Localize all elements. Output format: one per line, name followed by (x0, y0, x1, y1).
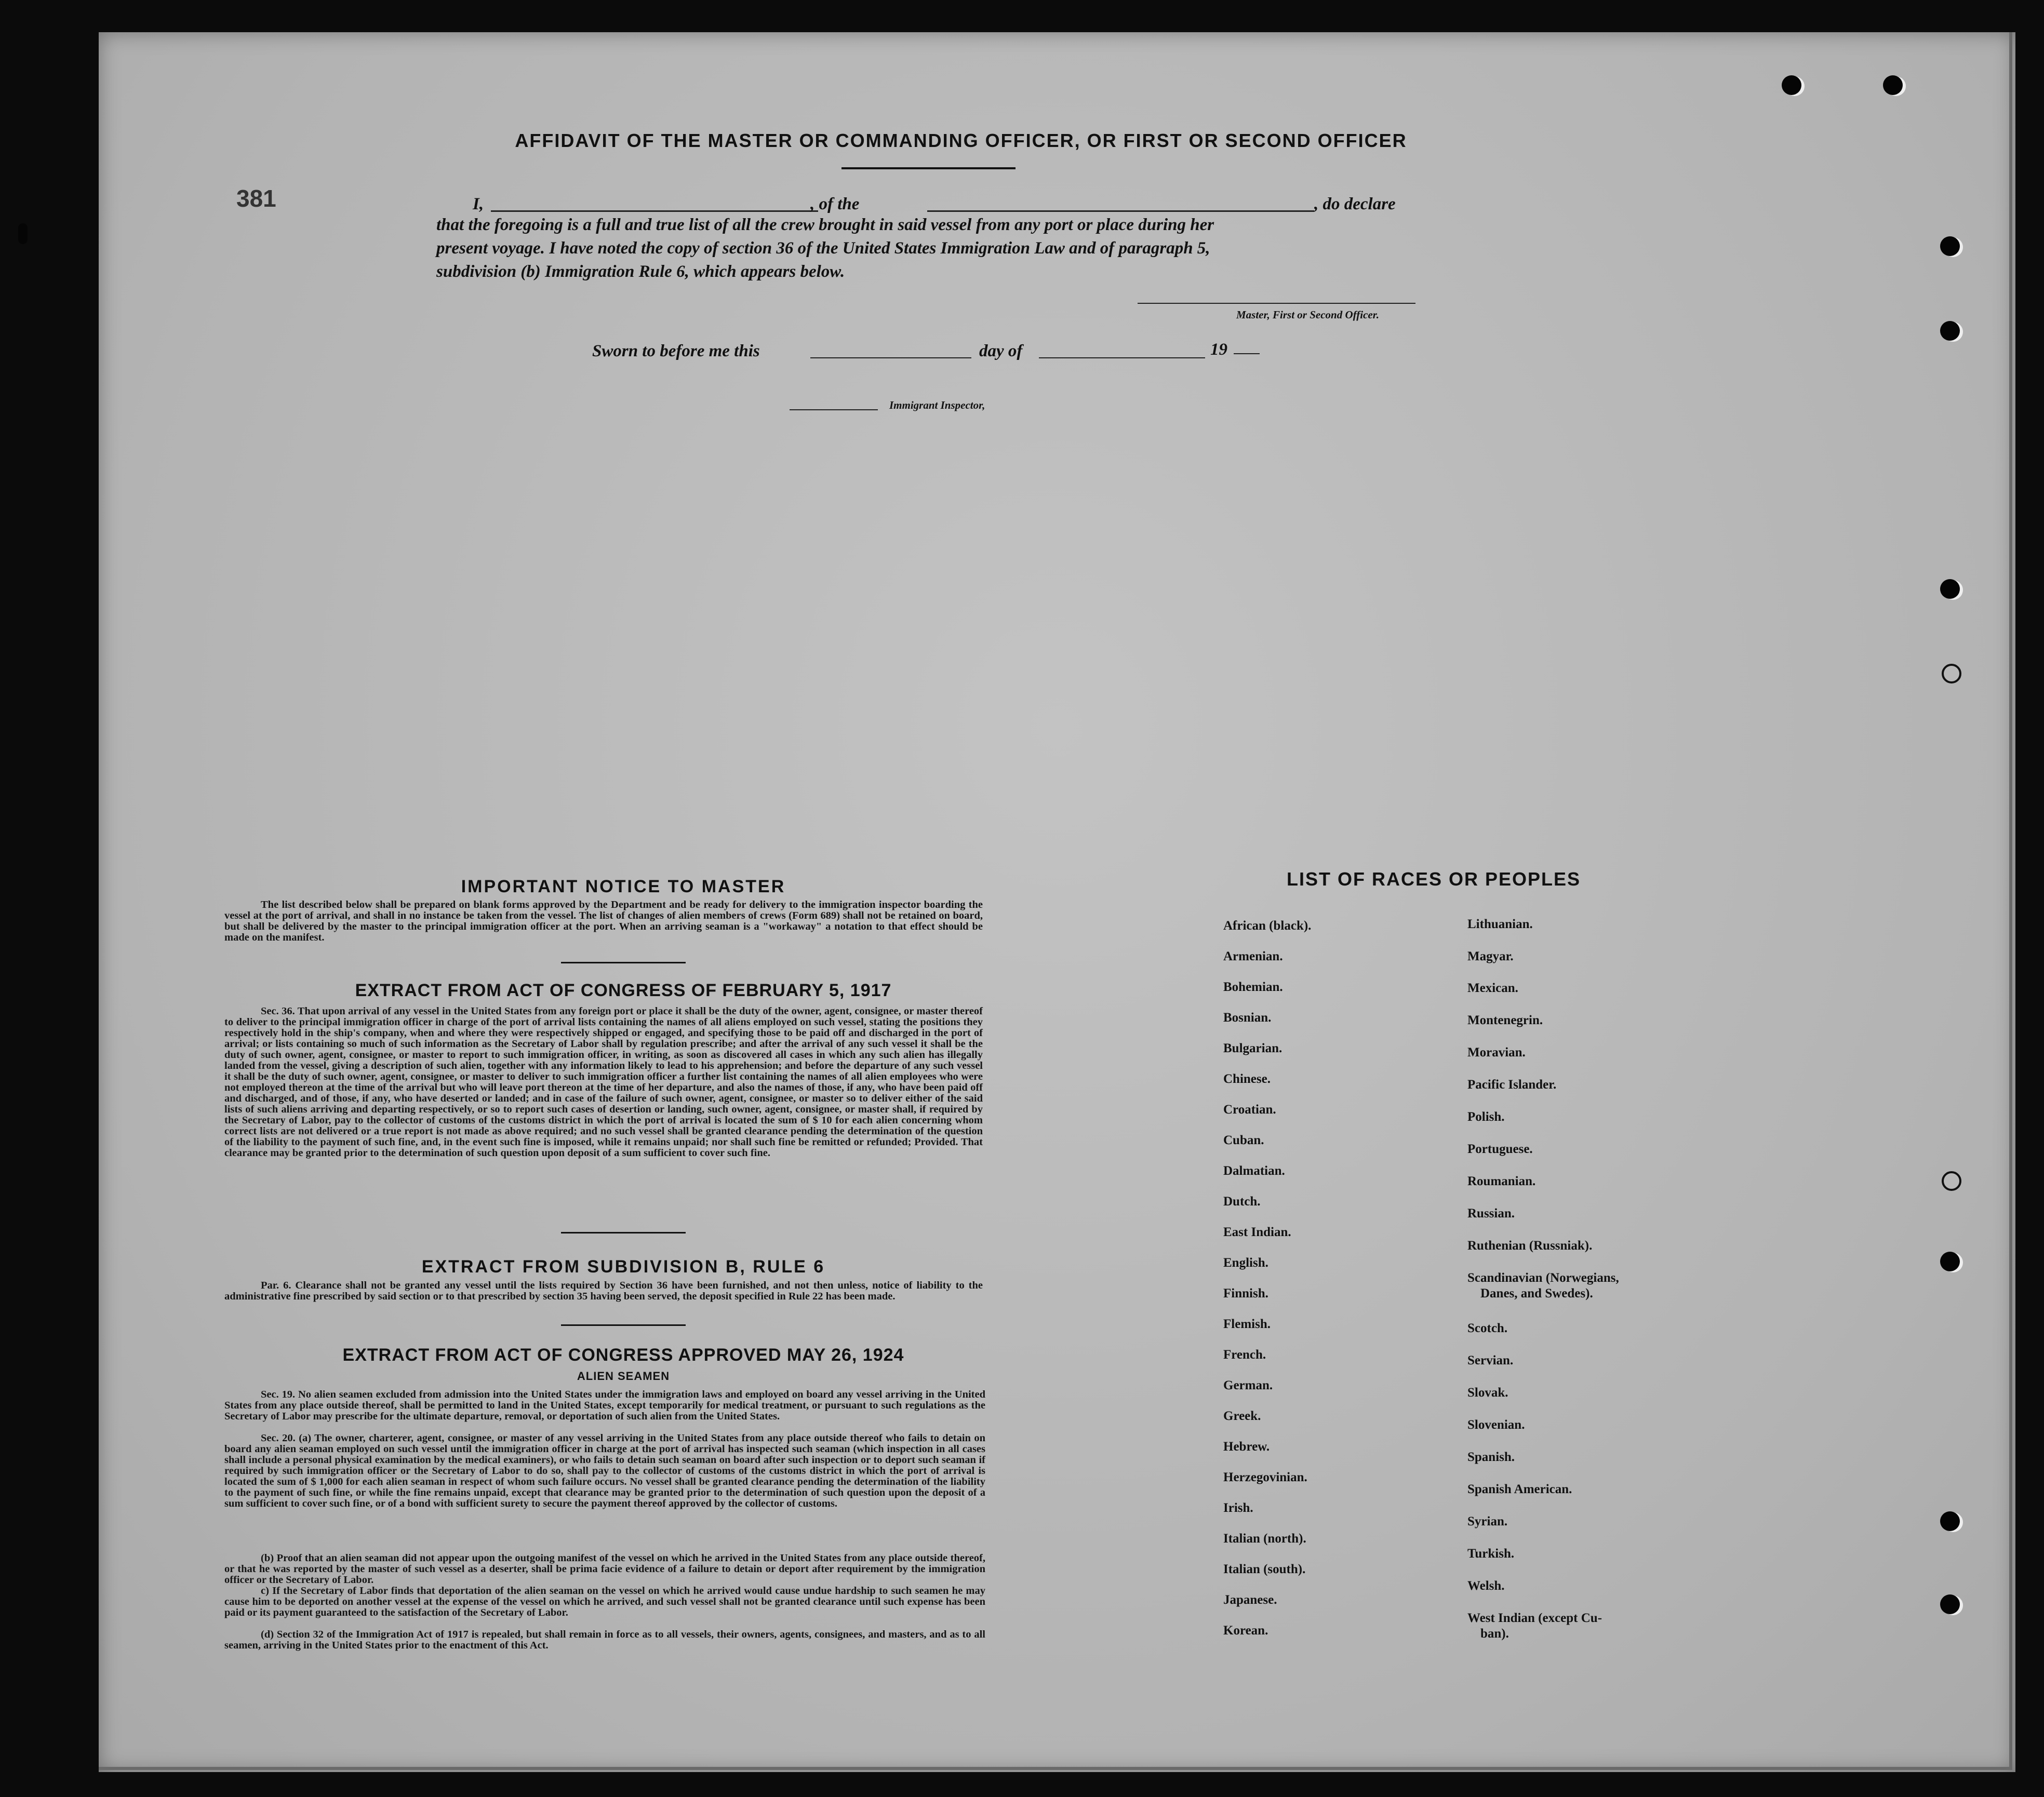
inspector-caption: Immigrant Inspector, (889, 399, 985, 411)
race-item: Danes, and Swedes). (1480, 1286, 1593, 1300)
race-item: ban). (1480, 1627, 1509, 1641)
race-item: East Indian. (1223, 1225, 1291, 1239)
race-item: Japanese. (1223, 1593, 1277, 1607)
inspector-signature-line[interactable] (790, 409, 878, 410)
race-item: Roumanian. (1467, 1174, 1536, 1188)
punch-hole (1782, 75, 1801, 95)
race-item: Italian (north). (1223, 1532, 1306, 1546)
race-item: Greek. (1223, 1409, 1261, 1423)
race-item: Croatian. (1223, 1103, 1276, 1117)
sworn-label: Sworn to before me this (592, 342, 760, 360)
extract-1917-text: Sec. 36. That upon arrival of any vessel in the United States from any foreign port or place it shall be the duty of the owner, agent, consignee, or master thereof to deliver to the principal immigration officer in charge of the port of arrival lists containing the names of all aliens employed on such vessel, stating the positions they respectively hold in the ship's company, when and where they were respectively shipped or engaged, and specifying those to be paid off and discharged in the port of arrival; or lists containing so much of such information as the Secretary of Labor shall by regulation prescribe; and after the arrival of any such vessel it shall be the duty of such owner, agent, consignee, or master to report to such immigration officer, in writing, as soon as discovered all cases in which any such alien has illegally landed from the vessel, giving a description of such alien, together with any information likely to lead to his apprehension; and before the departure of any such vessel it shall be the duty of such owner, agent, consignee, or master to deliver to such immigration officer a further list containing the names of all alien employees who were not employed thereon at the time of the arrival but who will leave port thereon at the time of her departure, and also the names of those, if any, who have been paid off and discharged, and of those, if any, who have deserted or landed; and in case of the failure of such owner, agent, consignee, or master so to deliver either of the said lists of such aliens arriving and departing respectively, or so to report such cases of desertion or landing, such owner, agent, consignee, or master shall, if required by the Secretary of Labor, pay to the collector of customs of the customs district in which the port of arrival is located the sum of $ 10 for each alien concerning whom correct lists are not delivered or a true report is not made as above required; and no such vessel shall be granted clearance pending the determination of the question of the liability to the payment of such fine, and, in the event such fine is imposed, while it remains unpaid; nor shall such fine be remitted or refunded; Provided. That clearance may be granted prior to the determination of such question upon deposit of a sum sufficient to cover such fine. (224, 1005, 983, 1159)
punch-hole (1942, 1171, 1961, 1191)
race-item: Bosnian. (1223, 1011, 1272, 1025)
alien-seamen-subtitle: ALIEN SEAMEN (577, 1370, 670, 1383)
affidavit-line-3: present voyage. I have noted the copy of section 36 of the United States Immigration Law and of paragraph 5, (436, 239, 1210, 258)
race-item: Syrian. (1467, 1514, 1508, 1528)
race-item: Slovak. (1467, 1386, 1508, 1400)
year-label: 19 (1210, 340, 1227, 359)
affidavit-of-the: , of the (810, 195, 860, 213)
title-underline (841, 167, 1016, 169)
race-item: Chinese. (1223, 1072, 1271, 1086)
rule6-divider (561, 1324, 686, 1326)
margin-number: 381 (236, 185, 276, 212)
notice-divider (561, 962, 686, 963)
extract-1924-sec20b: (b) Proof that an alien seaman did not appear upon the outgoing manifest of the vessel on which he arrived in the United States from any place outside thereof, or that he was reported by the master of such vessel as a deserter, shall be prima facie evidence of a failure to detain or deport after requirement by the immigration officer or the Secretary of Labor. (224, 1552, 985, 1586)
race-item: Armenian. (1223, 949, 1283, 963)
punch-hole (1940, 1594, 1960, 1614)
affidavit-title: AFFIDAVIT OF THE MASTER OR COMMANDING OFFICER, OR FIRST OR SECOND OFFICER (515, 130, 1407, 151)
punch-hole (1940, 236, 1960, 256)
punch-hole (1940, 321, 1960, 341)
race-item: Scandinavian (Norwegians, (1467, 1271, 1619, 1285)
race-item: Polish. (1467, 1110, 1505, 1124)
race-item: Cuban. (1223, 1133, 1264, 1147)
race-item: Lithuanian. (1467, 917, 1533, 931)
notice-title: IMPORTANT NOTICE TO MASTER (461, 877, 786, 896)
race-item: Magyar. (1467, 949, 1514, 963)
race-item: Moravian. (1467, 1045, 1526, 1060)
extract-1917-divider (561, 1232, 686, 1233)
extract-1924-sec20d: (d) Section 32 of the Immigration Act of 1917 is repealed, but shall remain in force as to all vessels, their owners, agents, consignees, and masters, and as to all seamen, arriving in the United States prior to the enactment of this Act. (224, 1629, 985, 1651)
notice-text: The list described below shall be prepared on blank forms approved by the Department and be ready for delivery to the immigration inspector boarding the vessel at the port of arrival, and shall in no instance be taken from the vessel. The list of changes of alien members of crews (Form 689) shall not be retained on board, but shall be delivered by the master to the principal immigration officer at the port. When an arriving seaman is a "workaway" a notation to that effect should be made on the manifest. (224, 899, 983, 943)
race-item: Turkish. (1467, 1547, 1515, 1561)
punch-hole (1942, 664, 1961, 683)
race-item: Portuguese. (1467, 1142, 1533, 1156)
affidavit-line-2: that the foregoing is a full and true list of all the crew brought in said vessel from any port or place during her (436, 216, 1214, 234)
extract-1917-title: EXTRACT FROM ACT OF CONGRESS OF FEBRUARY 5, 1917 (355, 981, 892, 1000)
race-item: West Indian (except Cu- (1467, 1611, 1602, 1625)
race-item: Mexican. (1467, 981, 1518, 995)
punch-hole (18, 223, 28, 244)
race-item: Korean. (1223, 1624, 1268, 1638)
sworn-month-line[interactable] (1039, 357, 1205, 358)
race-item: Welsh. (1467, 1579, 1505, 1593)
affidavit-declare: , do declare (1314, 195, 1396, 213)
rule6-text: Par. 6. Clearance shall not be granted any vessel until the lists required by Section 36 have been furnished, and not then unless, notice of liability to the administrative fine prescribed by said section or to that prescribed by section 35 having been served, the deposit specified in Rule 22 has been made. (224, 1280, 983, 1302)
race-item: Bohemian. (1223, 980, 1283, 994)
extract-1924-title: EXTRACT FROM ACT OF CONGRESS APPROVED MAY 26, 1924 (342, 1345, 904, 1365)
race-item: Ruthenian (Russniak). (1467, 1239, 1593, 1253)
name-field-line[interactable] (491, 210, 818, 212)
race-item: Slovenian. (1467, 1418, 1525, 1432)
punch-hole (1940, 1252, 1960, 1271)
extract-1924-sec20a: Sec. 20. (a) The owner, charterer, agent, consignee, or master of any vessel arriving in the United States from any place outside thereof who fails to detain on board any alien seaman employed on such vessel until the immigration officer in charge at the port of arrival has inspected such seaman (which inspection in all cases shall include a personal physical examination by the medical examiners), or who fails to detain such seaman on board after such inspection or to deport such seaman if required by such immigration officer or the Secretary of Labor to do so, shall pay to the collector of customs of the customs district in which the port of arrival is located the sum of $ 1,000 for each alien seaman in respect of whom such failure occurs. No vessel shall be granted clearance pending the determination of the liability to the payment of such fine, or while the fine remains unpaid, except that clearance may be granted prior to the determination of such question upon the deposit of a sum sufficient to cover such fine, or of a bond with sufficient surety to secure the payment thereof approved by the collector of customs. (224, 1432, 985, 1509)
extract-1924-sec20c: c) If the Secretary of Labor finds that deportation of the alien seaman on the vessel on which he arrived would cause undue hardship to such seamen he may cause him to be deported on another vessel at the expense of the vessel on which he arrived, and such vessel shall not be granted clearance until such expense has been paid or its payment guaranteed to the satisfaction of the Secretary of Labor. (224, 1585, 985, 1618)
race-item: Italian (south). (1223, 1562, 1306, 1576)
race-item: Dalmatian. (1223, 1164, 1285, 1178)
race-item: Spanish American. (1467, 1482, 1572, 1496)
page-edge-right (2009, 32, 2012, 1767)
race-item: Servian. (1467, 1353, 1514, 1367)
sworn-day-line[interactable] (810, 357, 971, 358)
master-signature-line[interactable] (1138, 303, 1415, 304)
race-item: French. (1223, 1348, 1266, 1362)
race-item: Finnish. (1223, 1286, 1268, 1300)
race-item: Scotch. (1467, 1321, 1508, 1335)
race-item: Bulgarian. (1223, 1041, 1282, 1055)
race-item: Irish. (1223, 1501, 1253, 1515)
race-item: Dutch. (1223, 1195, 1261, 1209)
race-item: English. (1223, 1256, 1268, 1270)
race-item: Hebrew. (1223, 1440, 1270, 1454)
race-item: Spanish. (1467, 1450, 1515, 1464)
sworn-year-line[interactable] (1234, 353, 1260, 354)
race-item: Herzegovinian. (1223, 1470, 1307, 1484)
punch-hole (1940, 1511, 1960, 1531)
extract-1924-sec19: Sec. 19. No alien seamen excluded from admission into the United States under the immigration laws and employed on board any vessel arriving in the United States from any place outside thereof, shall be permitted to land in the United States, except temporarily for medical treatment, or pursuant to such regulations as the Secretary of Labor may prescribe for the ultimate departure, removal, or deportation of such alien from the United States. (224, 1389, 985, 1422)
race-item: Russian. (1467, 1206, 1515, 1221)
race-item: Montenegrin. (1467, 1013, 1543, 1027)
page-edge-bottom (99, 1767, 2012, 1770)
race-item: Pacific Islander. (1467, 1078, 1557, 1092)
race-item: Flemish. (1223, 1317, 1271, 1331)
day-of-label: day of (979, 342, 1023, 360)
races-title: LIST OF RACES OR PEOPLES (1286, 868, 1581, 890)
punch-hole (1883, 75, 1903, 95)
master-signature-caption: Master, First or Second Officer. (1236, 309, 1379, 321)
punch-hole (1940, 579, 1960, 599)
vessel-field-line[interactable] (927, 210, 1314, 212)
affidavit-i: I, (473, 195, 484, 213)
race-item: German. (1223, 1378, 1273, 1392)
rule6-title: EXTRACT FROM SUBDIVISION B, RULE 6 (421, 1257, 825, 1277)
race-item: African (black). (1223, 919, 1312, 933)
affidavit-line-4: subdivision (b) Immigration Rule 6, which appears below. (436, 262, 845, 281)
